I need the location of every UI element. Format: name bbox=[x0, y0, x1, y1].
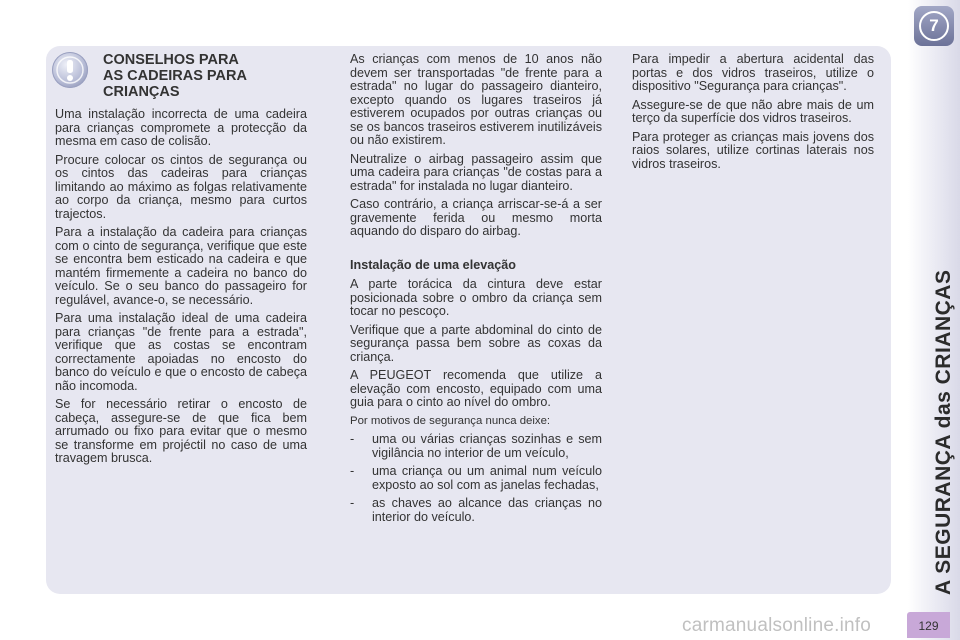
chapter-number: 7 bbox=[919, 11, 949, 41]
paragraph: Para a instalação da cadeira para crianças com o cinto de segurança, verifique que este se encontra bem esticado na cadeira e que mantém firmemente a cadeira no banco do veículo. Se o seu banco do passageiro for regulável, avance-o, se necessário. bbox=[55, 225, 307, 307]
column-1 bbox=[55, 108, 307, 471]
list-item: - uma criança ou um animal num veículo exposto ao sol com as janelas fechadas, bbox=[350, 464, 602, 492]
list-item-text: as chaves ao alcance das crianças no interior do veículo. bbox=[372, 496, 602, 524]
list-item-text: uma criança ou um animal num veículo exposto ao sol com as janelas fechadas, bbox=[372, 464, 602, 492]
warning-exclamation-icon bbox=[52, 52, 88, 88]
paragraph: Assegure-se de que não abre mais de um terço da superfície dos vidros traseiros. bbox=[632, 97, 874, 125]
page-number: 129 bbox=[907, 612, 950, 638]
safety-intro: Por motivos de segurança nunca deixe: bbox=[350, 414, 551, 427]
list-item-text: uma ou várias crianças sozinhas e sem vigilância no interior de um veículo, bbox=[372, 432, 602, 460]
subheading: Instalação de uma elevação bbox=[350, 257, 516, 272]
chapter-title: A SEGURANÇA das CRIANÇAS bbox=[932, 269, 955, 595]
paragraph: Se for necessário retirar o encosto de cabeça, assegure-se de que fica bem arrumado ou fixo para evitar que o mesmo se transforme em projéctil no caso de uma travagem brusca. bbox=[55, 397, 307, 465]
paragraph: Para proteger as crianças mais jovens dos raios solares, utilize cortinas laterais nos vidros traseiros. bbox=[632, 129, 874, 171]
paragraph: Uma instalação incorrecta de uma cadeira para crianças compromete a protecção da mesma em caso de colisão. bbox=[55, 107, 307, 148]
column-3 bbox=[632, 53, 874, 176]
paragraph: A PEUGEOT recomenda que utilize a elevação com encosto, equipado com uma guia para o cinto ao nível do ombro. bbox=[350, 368, 602, 409]
paragraph: As crianças com menos de 10 anos não devem ser transportadas "de frente para a estrada" no lugar do passageiro dianteiro, excepto quando os lugares traseiros já estiverem ocupados por outras crianças ou se os bancos traseiros estiverem inutilizáveis ou não existirem. bbox=[350, 52, 602, 147]
title-line: CONSELHOS PARA bbox=[103, 52, 239, 68]
chapter-badge bbox=[914, 6, 954, 46]
title-line: CRIANÇAS bbox=[103, 84, 180, 100]
paragraph: Para impedir a abertura acidental das portas e dos vidros traseiros, utilize o dispositivo "Segurança para crianças". bbox=[632, 52, 874, 93]
paragraph: Verifique que a parte abdominal do cinto de segurança passa bem sobre as coxas da criança. bbox=[350, 322, 602, 364]
paragraph: Procure colocar os cintos de segurança ou os cintos das cadeiras para crianças limitando ao máximo as folgas relativamente ao corpo da criança, mesmo para curtos trajectos. bbox=[55, 152, 307, 221]
list-item: - uma ou várias crianças sozinhas e sem vigilância no interior de um veículo, bbox=[350, 432, 602, 460]
paragraph: Neutralize o airbag passageiro assim que uma cadeira para crianças "de costas para a estrada" for instalada no lugar dianteiro. bbox=[350, 151, 602, 193]
watermark: carmanualsonline.info bbox=[682, 615, 872, 636]
list-item: - as chaves ao alcance das crianças no interior do veículo. bbox=[350, 496, 602, 524]
safety-list bbox=[350, 433, 602, 524]
section-title bbox=[103, 52, 303, 100]
paragraph: A parte torácica da cintura deve estar posicionada sobre o ombro da criança sem tocar no pescoço. bbox=[350, 277, 602, 318]
column-2 bbox=[350, 53, 602, 529]
paragraph: Para uma instalação ideal de uma cadeira para crianças "de frente para a estrada", verifique que as costas se encontram correctamente apoiadas no encosto do banco do veículo e que o encosto de cabeça não incomoda. bbox=[55, 311, 307, 393]
paragraph: Caso contrário, a criança arriscar-se-á a ser gravemente ferida ou mesmo morta aquando do disparo do airbag. bbox=[350, 197, 602, 238]
title-line: AS CADEIRAS PARA bbox=[103, 68, 247, 84]
